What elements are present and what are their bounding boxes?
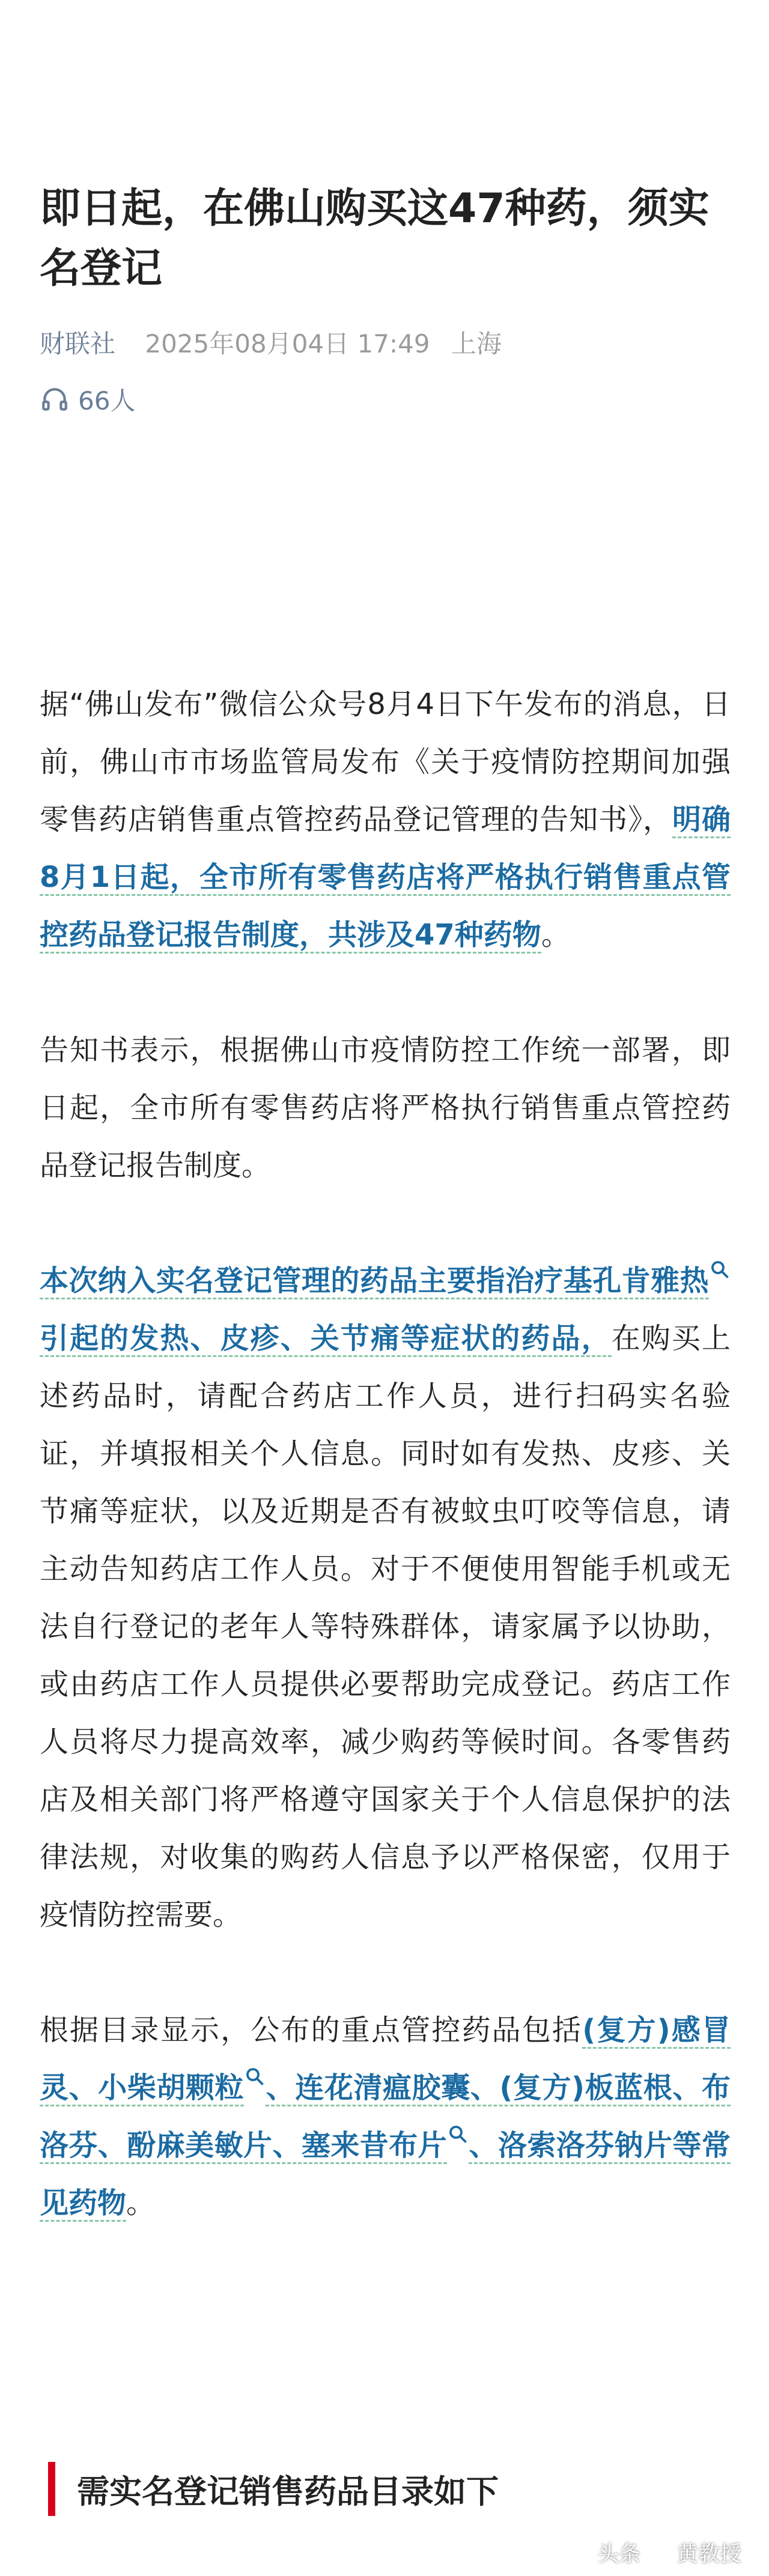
search-icon[interactable] [244,2066,266,2087]
paragraph-text: 。 [541,918,570,952]
article-source[interactable]: 财联社 [40,329,116,358]
paragraph-text: 。 [126,2186,156,2220]
paragraph-text: 告知书表示，根据佛山市疫情防控工作统一部署，即日起，全市所有零售药店将严格执行销售重点管控药品登记报告制度。 [40,1033,731,1182]
search-icon[interactable] [709,1259,731,1280]
listen-count-label: 66人 [78,386,136,416]
search-icon[interactable] [447,2123,469,2145]
highlight-text[interactable]: 本次纳入实名登记管理的药品主要指治疗基孔肯雅热 [40,1264,709,1299]
article-body [40,676,731,2290]
paragraph [40,1252,731,1944]
paragraph [40,2001,731,2232]
watermark-platform: 头条 [597,2542,640,2566]
highlight-text: 、洛索洛芬钠片等常见药物 [40,2129,731,2222]
section-heading [48,2462,499,2516]
article-title: 即日起，在佛山购买这47种药，须实名登记 [40,185,710,292]
highlight-text: 明确8月1日起，全市所有零售药店将严格执行销售重点管控药品登记报告制度，共涉及47种药物 [40,803,731,954]
article-location: 上海 [451,329,502,358]
article-meta [40,324,502,360]
section-heading-text: 需实名登记销售药品目录如下 [77,2472,499,2511]
listen-count[interactable] [40,381,135,417]
headphones-icon [40,384,70,414]
paragraph-text: 在购买上述药品时，请配合药店工作人员，进行扫码实名验证，并填报相关个人信息。同时如有发热、皮疹、关节痛等症状，以及近期是否有被蚊虫叮咬等信息，请主动告知药店工作人员。对于不便使用智能手机或无法自行登记的老年人等特殊群体，请家属予以协助，或由药店工作人员提供必要帮助完成登记。药店工作人员将尽力提高效率，减少购药等候时间。各零售药店及相关部门将严格遵守国家关于个人信息保护的法律法规，对收集的购药人信息予以严格保密，仅用于疫情防控需要。 [40,1322,731,1932]
watermark-author: 黄教授 [676,2542,741,2566]
accent-bar [48,2462,55,2516]
highlight-text[interactable]: (复方)感冒灵、小柴胡颗粒 [40,2013,731,2106]
paragraph-text: 据“佛山发布”微信公众号8月4日下午发布的消息，日前，佛山市市场监管局发布《关于疫情防控期间加强零售药店销售重点管控药品登记管理的告知书》， [40,688,731,836]
highlight-text: 引起的发热、皮疹、关节痛等症状的药品， [40,1322,612,1357]
at-icon [645,2539,672,2566]
article-datetime: 2025年08月04日 17:49 [145,329,430,358]
paragraph [40,676,731,964]
highlight-text[interactable]: 、连花清瘟胶囊、(复方)板蓝根、布洛芬、酚麻美敏片、塞来昔布片 [40,2071,731,2164]
paragraph-text: 根据目录显示，公布的重点管控药品包括 [40,2013,583,2047]
watermark [597,2537,741,2568]
paragraph [40,1021,731,1194]
